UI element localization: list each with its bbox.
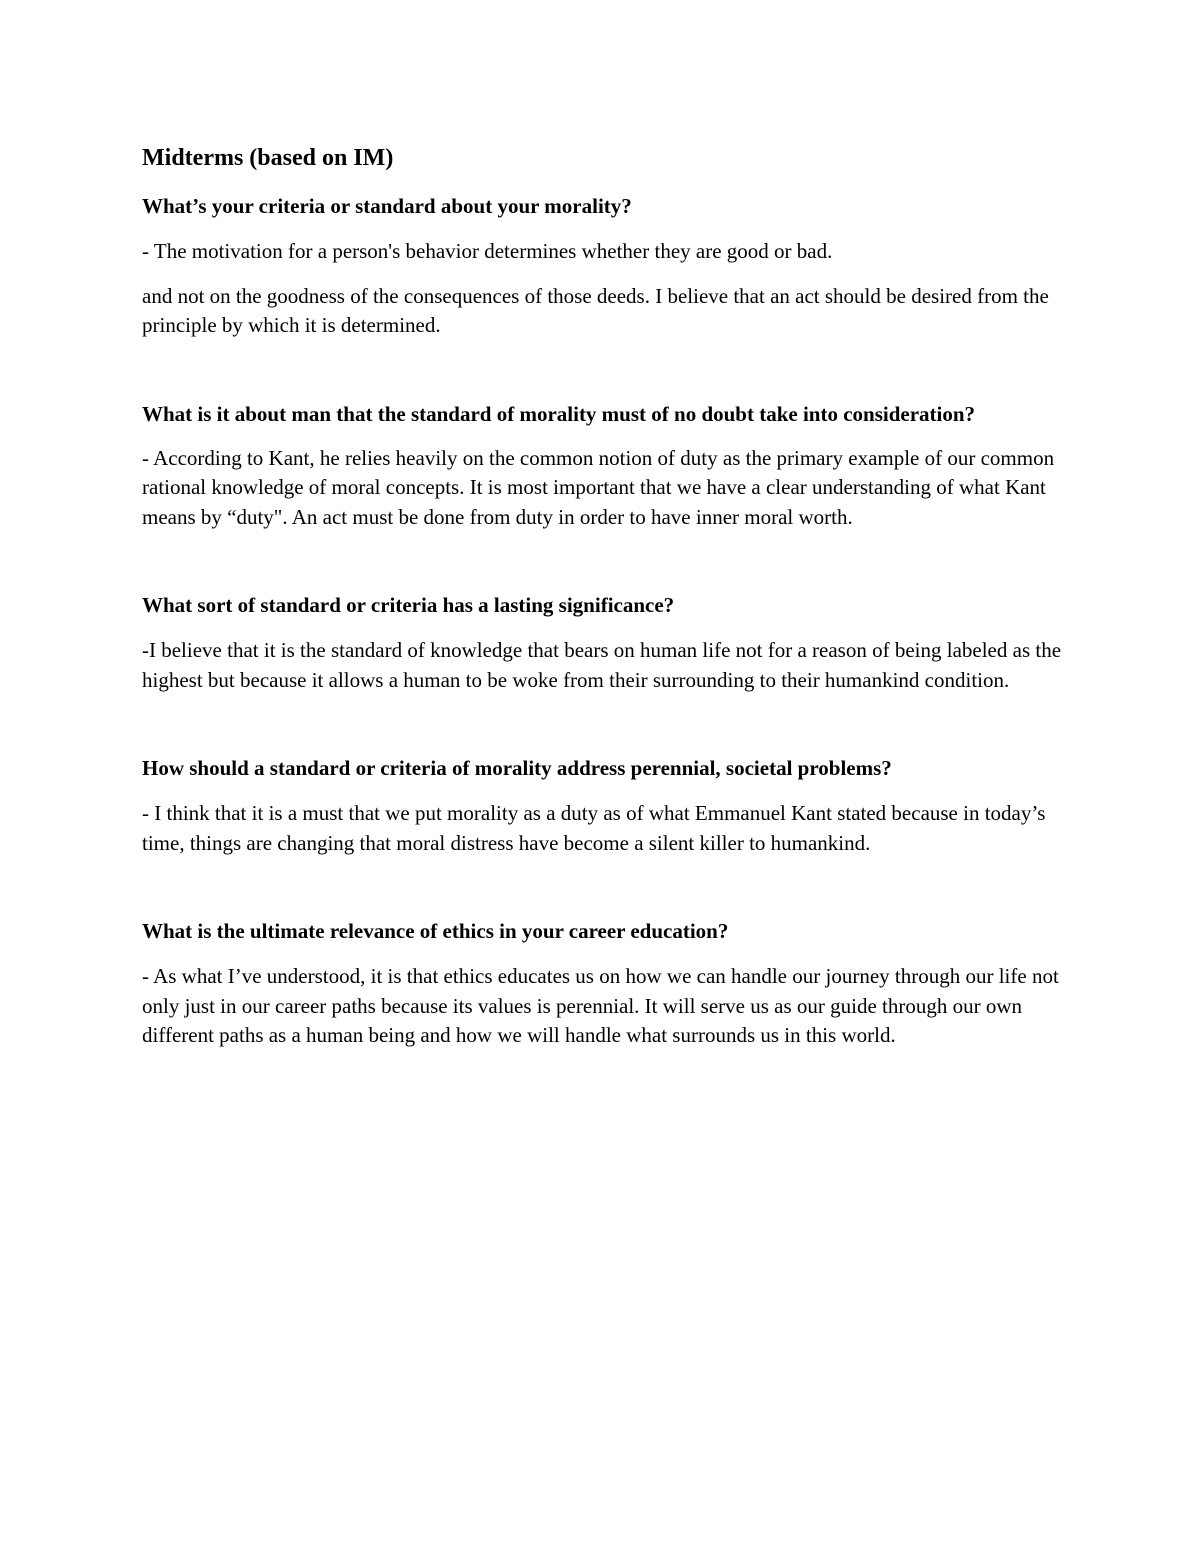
document-title: Midterms (based on IM) — [142, 145, 394, 171]
answer-3: -I believe that it is the standard of knowledge that bears on human life not for a reason of being labeled as the highest but because it allows a human to be woke from their surrounding to their humankind condition. — [142, 638, 1062, 692]
answer-1-line-1: - The motivation for a person's behavior determines whether they are good or bad. — [142, 239, 833, 263]
question-3: What sort of standard or criteria has a lasting significance? — [142, 593, 675, 617]
answer-1-paragraph-2: and not on the goodness of the consequences of those deeds. I believe that an act should be desired from the principle by which it is determined. — [142, 283, 1049, 337]
question-4: How should a standard or criteria of morality address perennial, societal problems? — [142, 756, 892, 780]
question-1: What’s your criteria or standard about your morality? — [142, 194, 632, 218]
answer-4: - I think that it is a must that we put morality as a duty as of what Emmanuel Kant stated because in today’s time, things are changing that moral distress have become a silent killer to humankind. — [142, 801, 1046, 855]
question-5: What is the ultimate relevance of ethics in your career education? — [142, 919, 729, 943]
answer-5: - As what I’ve understood, it is that ethics educates us on how we can handle our journey through our life not only just in our career paths because its values is perennial. It will serve us as our guide through our own different paths as a human being and how we will handle what surrounds us in this world. — [142, 964, 1059, 1047]
answer-2: - According to Kant, he relies heavily on the common notion of duty as the primary example of our common rational knowledge of moral concepts. It is most important that we have a clear understanding of what Kant means by “duty". An act must be done from duty in order to have inner moral worth. — [142, 445, 1055, 529]
document-body — [142, 140, 1072, 1051]
question-2: What is it about man that the standard of morality must of no doubt take into consideration? — [142, 401, 976, 426]
